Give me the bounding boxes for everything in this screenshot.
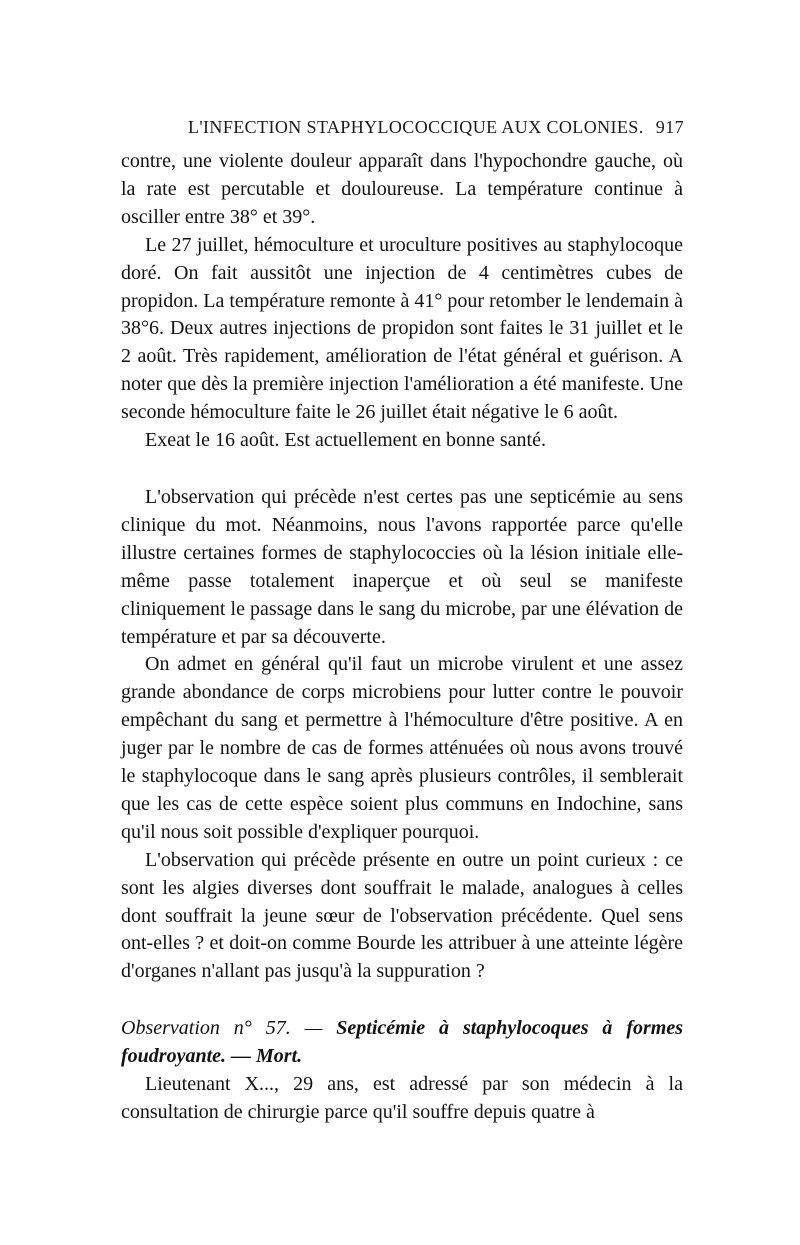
- body-text: [121, 148, 683, 1127]
- observation-heading: [121, 1015, 683, 1071]
- observation-number: Observation n° 57. —: [121, 1017, 337, 1040]
- observation-title: Septicémie à staphylocoques à formes foudroyante. — Mort.: [121, 1017, 683, 1068]
- paragraph-continuation: contre, une violente douleur apparaît dans l'hypochondre gauche, où la rate est percutable et douloureuse. La température continue à osciller entre 38° et 39°.: [121, 150, 683, 228]
- paragraph-algies: L'observation qui précède présente en outre un point curieux : ce sont les algies diverses dont souffrait le malade, analogues à celles dont souffrait la jeune sœur de l'observation précédente. Quel sens ont-elles ? et doit-on comme Bourde les attribuer à une atteinte légère d'organes n'allant pas jusqu'à la suppuration ?: [121, 848, 683, 983]
- paragraph-discharge: Exeat le 16 août. Est actuellement en bonne santé.: [145, 429, 546, 452]
- paragraph-case-progress: Le 27 juillet, hémoculture et uroculture positives au staphylocoque doré. On fait aussitôt une injection de 4 centimètres cubes de propidon. La température remonte à 41° pour retomber le lendemain à 38°6. Deux autres injections de propidon sont faites le 31 juillet et le 2 août. Très rapidement, amélioration de l'état général et guérison. A noter que dès la première injection l'amélioration a été manifeste. Une seconde hémoculture faite le 26 juillet était négative le 6 août.: [121, 233, 683, 424]
- running-header-title: L'INFECTION STAPHYLOCOCCIQUE AUX COLONIES.: [188, 117, 644, 137]
- paragraph-commentary: L'observation qui précède n'est certes pas une septicémie au sens clinique du mot. Néanmoins, nous l'avons rapportée parce qu'elle illustre certaines formes de staphylococcies où la lésion initiale elle-même passe totalement inaperçue et où seul se manifeste cliniquement le passage dans le sang du microbe, par une élévation de température et par sa découverte.: [121, 485, 683, 648]
- page-number: 917: [655, 117, 684, 137]
- running-header: [188, 117, 684, 143]
- paragraph-case-intro: Lieutenant X..., 29 ans, est adressé par son médecin à la consultation de chirurgie parce qu'il souffre depuis quatre à: [121, 1073, 683, 1123]
- paragraph-virulence: On admet en général qu'il faut un microbe virulent et une assez grande abondance de corps microbiens pour lutter contre le pouvoir empêchant du sang et permettre à l'hémoculture d'être positive. A en juger par le nombre de cas de formes atténuées où nous avons trouvé le staphylocoque dans le sang après plusieurs contrôles, il semblerait que les cas de cette espèce soient plus communs en Indochine, sans qu'il nous soit possible d'expliquer pourquoi.: [121, 653, 683, 843]
